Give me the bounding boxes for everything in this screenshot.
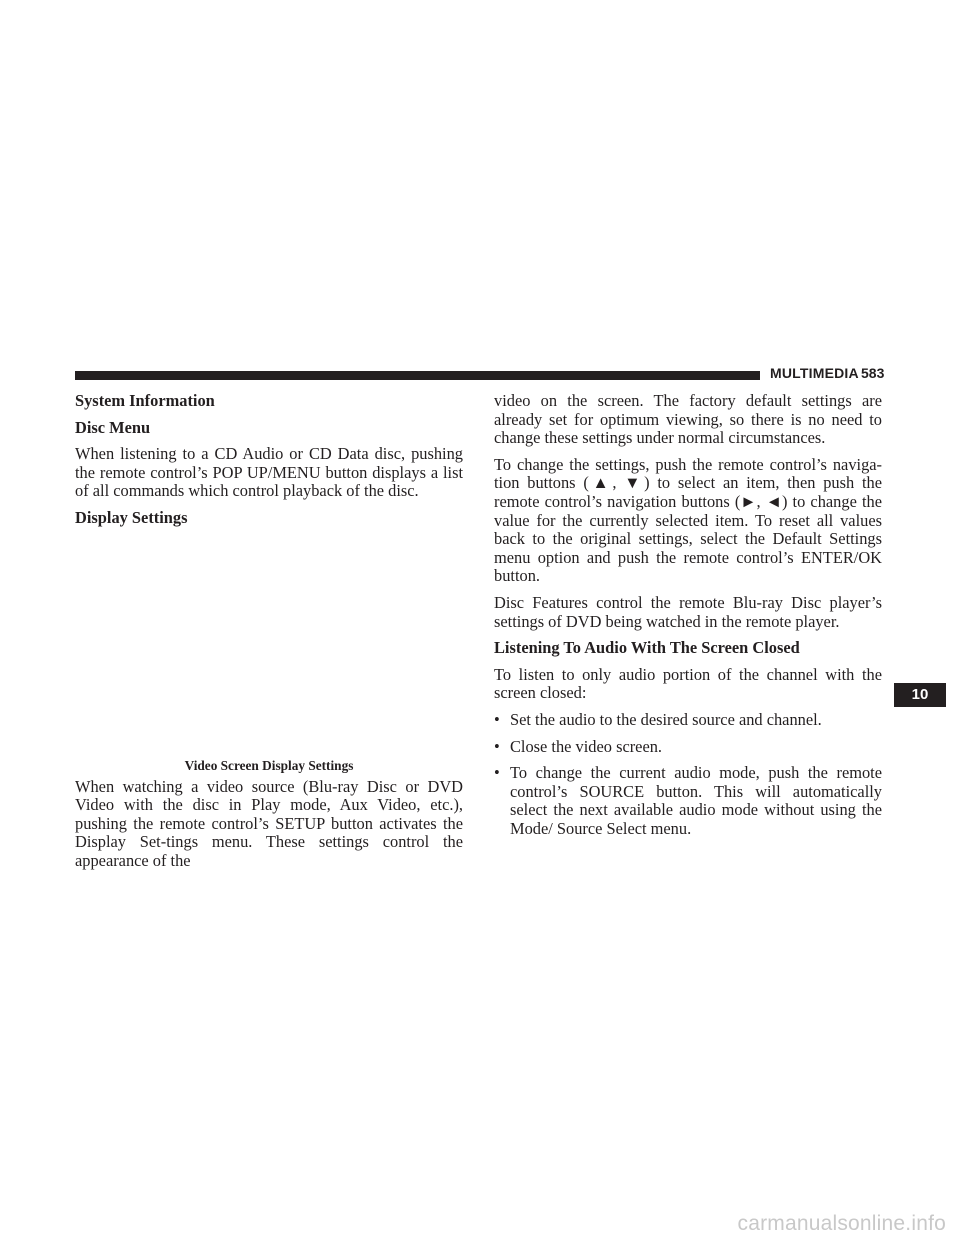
figure-placeholder	[75, 536, 463, 758]
paragraph-video-on-screen: video on the screen. The factory default settings are already set for optimum viewing, so there is no need to change these settings under normal circumstances.	[494, 391, 882, 448]
paragraph-disc-features: Disc Features control the remote Blu-ray Disc player’s settings of DVD being watched in the remote player.	[494, 592, 882, 631]
bullet-icon: •	[494, 709, 500, 729]
heading-system-information: System Information	[75, 391, 215, 410]
heading-display-settings: Display Settings	[75, 507, 188, 527]
paragraph-listen-intro: To listen to only audio portion of the channel with the screen closed:	[494, 664, 882, 703]
chapter-tab: 10	[894, 683, 946, 707]
list-item-text: Set the audio to the desired source and channel.	[510, 709, 822, 729]
header-section-title: MULTIMEDIA	[770, 365, 859, 381]
list-item	[494, 711, 882, 730]
page-number: 583	[861, 365, 885, 381]
bullet-icon: •	[494, 763, 500, 783]
left-column	[75, 392, 463, 879]
heading-listening-audio: Listening To Audio With The Screen Closed	[494, 638, 800, 658]
figure-caption: Video Screen Display Settings	[184, 757, 354, 773]
right-column	[494, 392, 882, 846]
paragraph-disc-menu: When listening to a CD Audio or CD Data disc, pushing the remote control’s POP UP/MENU button displays a list of all commands which control playback of the disc.	[75, 444, 463, 501]
list-item-text: Close the video screen.	[510, 736, 663, 756]
heading-disc-menu: Disc Menu	[75, 417, 151, 437]
paragraph-change-settings: To change the settings, push the remote control’s naviga-tion buttons (▲, ▼) to select an item, then push the remote control’s navigation buttons (►, ◄) to change the value for the currently selected item. To reset all values back to the original settings, select the Default Settings menu option and push the remote control’s ENTER/OK button.	[494, 454, 882, 586]
list-item	[494, 764, 882, 838]
watermark: carmanualsonline.info	[737, 1212, 946, 1235]
bullet-list	[494, 711, 882, 839]
bullet-icon: •	[494, 736, 500, 756]
paragraph-watching-video: When watching a video source (Blu-ray Disc or DVD Video with the disc in Play mode, Aux Video, etc.), pushing the remote control’s SETUP button activates the Display Set-tings menu. These settings control the appearance of the	[75, 776, 463, 870]
list-item	[494, 738, 882, 757]
list-item-text: To change the current audio mode, push the remote control’s SOURCE button. This will automatically select the next available audio mode without using the Mode/ Source Select menu.	[510, 763, 882, 838]
header-rule	[75, 371, 760, 380]
